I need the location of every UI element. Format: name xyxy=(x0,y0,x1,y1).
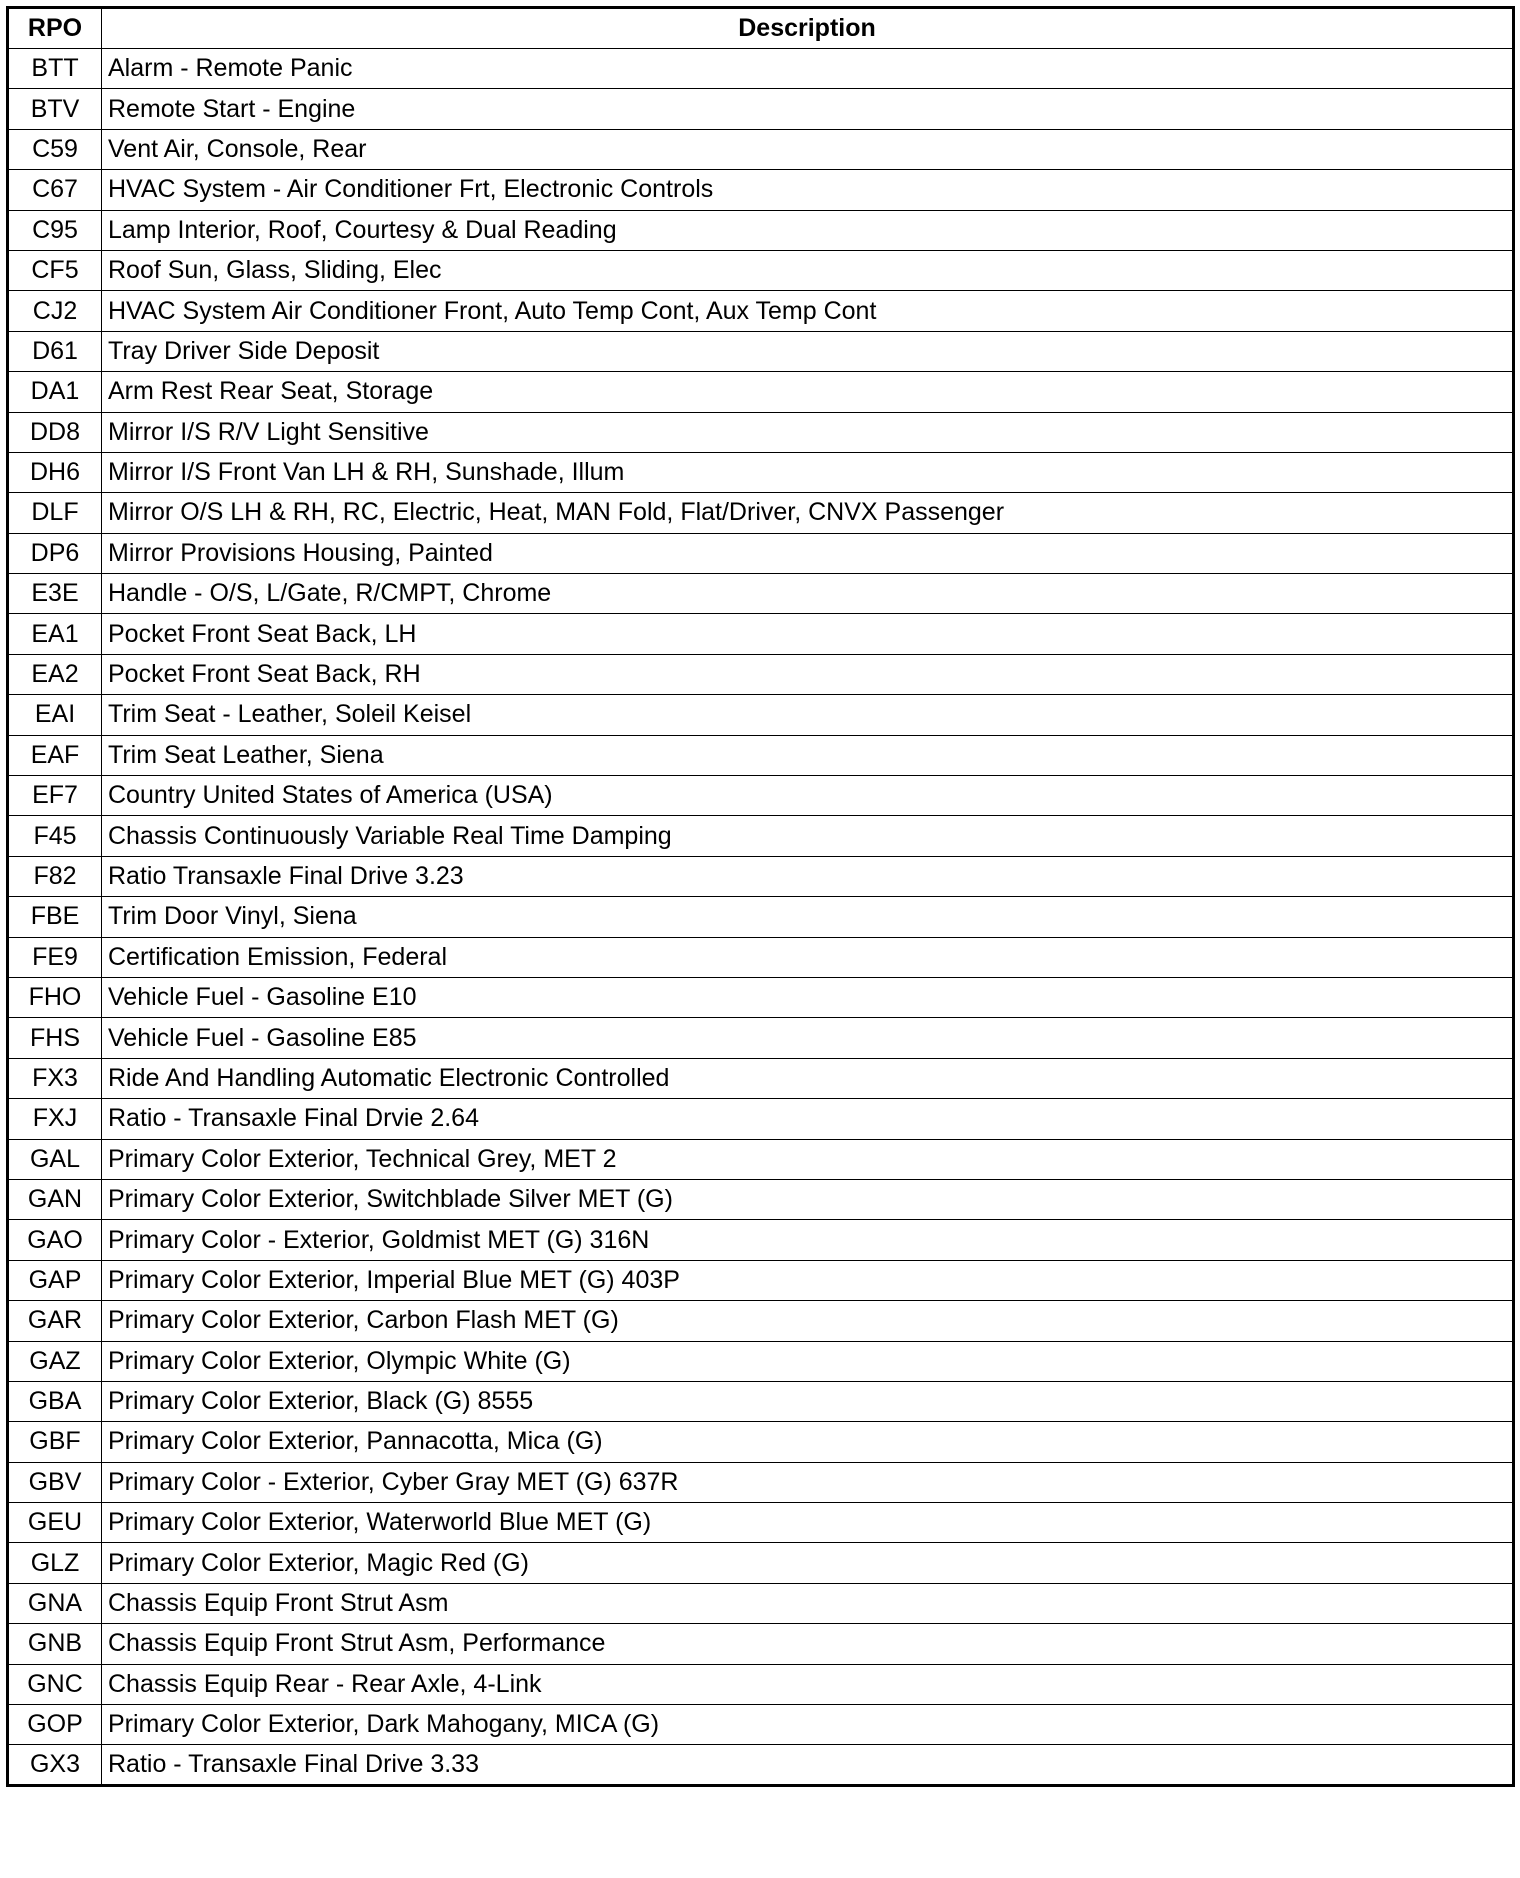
rpo-code-cell: GNA xyxy=(8,1583,102,1623)
table-row xyxy=(8,1664,1514,1704)
table-row xyxy=(8,291,1514,331)
description-cell: Primary Color Exterior, Black (G) 8555 xyxy=(102,1381,1514,1421)
table-row xyxy=(8,937,1514,977)
rpo-code-cell: EAI xyxy=(8,695,102,735)
description-cell: Mirror Provisions Housing, Painted xyxy=(102,533,1514,573)
description-cell: Chassis Equip Front Strut Asm xyxy=(102,1583,1514,1623)
rpo-code-cell: C95 xyxy=(8,210,102,250)
rpo-code-cell: DH6 xyxy=(8,452,102,492)
table-row xyxy=(8,1341,1514,1381)
description-cell: Primary Color Exterior, Switchblade Silver MET (G) xyxy=(102,1179,1514,1219)
table-row xyxy=(8,331,1514,371)
description-cell: Ratio Transaxle Final Drive 3.23 xyxy=(102,856,1514,896)
table-row xyxy=(8,695,1514,735)
table-row xyxy=(8,1058,1514,1098)
table-row xyxy=(8,129,1514,169)
rpo-code-cell: GAP xyxy=(8,1260,102,1300)
rpo-code-cell: F45 xyxy=(8,816,102,856)
table-row xyxy=(8,816,1514,856)
rpo-code-cell: GEU xyxy=(8,1503,102,1543)
table-row xyxy=(8,1099,1514,1139)
rpo-code-cell: GAR xyxy=(8,1301,102,1341)
description-cell: Ride And Handling Automatic Electronic Controlled xyxy=(102,1058,1514,1098)
description-cell: Primary Color Exterior, Magic Red (G) xyxy=(102,1543,1514,1583)
rpo-code-cell: EA2 xyxy=(8,654,102,694)
table-row xyxy=(8,856,1514,896)
rpo-code-cell: DLF xyxy=(8,493,102,533)
table-row xyxy=(8,1220,1514,1260)
rpo-code-cell: GAL xyxy=(8,1139,102,1179)
table-row xyxy=(8,735,1514,775)
rpo-code-cell: EAF xyxy=(8,735,102,775)
table-row xyxy=(8,1260,1514,1300)
description-cell: Pocket Front Seat Back, LH xyxy=(102,614,1514,654)
description-cell: Trim Door Vinyl, Siena xyxy=(102,897,1514,937)
rpo-table xyxy=(6,6,1515,1787)
table-row xyxy=(8,210,1514,250)
table-row xyxy=(8,654,1514,694)
table-row xyxy=(8,170,1514,210)
rpo-code-cell: EF7 xyxy=(8,776,102,816)
table-row xyxy=(8,372,1514,412)
rpo-code-cell: DA1 xyxy=(8,372,102,412)
description-cell: Ratio - Transaxle Final Drvie 2.64 xyxy=(102,1099,1514,1139)
rpo-code-cell: DD8 xyxy=(8,412,102,452)
rpo-code-cell: DP6 xyxy=(8,533,102,573)
rpo-code-cell: GBA xyxy=(8,1381,102,1421)
rpo-code-cell: E3E xyxy=(8,574,102,614)
description-cell: Primary Color Exterior, Pannacotta, Mica (G) xyxy=(102,1422,1514,1462)
rpo-code-cell: GX3 xyxy=(8,1745,102,1785)
rpo-code-cell: GAN xyxy=(8,1179,102,1219)
rpo-code-cell: GNC xyxy=(8,1664,102,1704)
description-cell: Arm Rest Rear Seat, Storage xyxy=(102,372,1514,412)
description-cell: Vent Air, Console, Rear xyxy=(102,129,1514,169)
table-row xyxy=(8,1179,1514,1219)
rpo-code-cell: BTT xyxy=(8,49,102,89)
rpo-code-cell: F82 xyxy=(8,856,102,896)
rpo-code-cell: BTV xyxy=(8,89,102,129)
table-row xyxy=(8,89,1514,129)
rpo-code-cell: GAO xyxy=(8,1220,102,1260)
description-cell: Primary Color Exterior, Waterworld Blue MET (G) xyxy=(102,1503,1514,1543)
description-cell: Trim Seat Leather, Siena xyxy=(102,735,1514,775)
description-cell: Primary Color - Exterior, Cyber Gray MET (G) 637R xyxy=(102,1462,1514,1502)
description-cell: Trim Seat - Leather, Soleil Keisel xyxy=(102,695,1514,735)
description-cell: Certification Emission, Federal xyxy=(102,937,1514,977)
table-row xyxy=(8,533,1514,573)
description-cell: Vehicle Fuel - Gasoline E10 xyxy=(102,977,1514,1017)
table-row xyxy=(8,49,1514,89)
table-row xyxy=(8,1422,1514,1462)
description-cell: Lamp Interior, Roof, Courtesy & Dual Reading xyxy=(102,210,1514,250)
table-row xyxy=(8,614,1514,654)
rpo-code-cell: FBE xyxy=(8,897,102,937)
description-cell: Chassis Equip Front Strut Asm, Performance xyxy=(102,1624,1514,1664)
rpo-code-cell: GNB xyxy=(8,1624,102,1664)
rpo-code-cell: GBF xyxy=(8,1422,102,1462)
rpo-code-cell: GLZ xyxy=(8,1543,102,1583)
description-cell: Chassis Continuously Variable Real Time Damping xyxy=(102,816,1514,856)
table-row xyxy=(8,977,1514,1017)
description-cell: Alarm - Remote Panic xyxy=(102,49,1514,89)
description-cell: HVAC System Air Conditioner Front, Auto Temp Cont, Aux Temp Cont xyxy=(102,291,1514,331)
description-cell: Remote Start - Engine xyxy=(102,89,1514,129)
description-cell: Primary Color Exterior, Olympic White (G) xyxy=(102,1341,1514,1381)
table-row xyxy=(8,452,1514,492)
description-cell: Roof Sun, Glass, Sliding, Elec xyxy=(102,250,1514,290)
header-row xyxy=(8,8,1514,49)
table-row xyxy=(8,1381,1514,1421)
table-row xyxy=(8,574,1514,614)
description-cell: Country United States of America (USA) xyxy=(102,776,1514,816)
table-row xyxy=(8,1624,1514,1664)
table-row xyxy=(8,897,1514,937)
table-row xyxy=(8,1503,1514,1543)
table-row xyxy=(8,1705,1514,1745)
rpo-code-cell: FX3 xyxy=(8,1058,102,1098)
table-row xyxy=(8,1583,1514,1623)
description-cell: Handle - O/S, L/Gate, R/CMPT, Chrome xyxy=(102,574,1514,614)
rpo-code-cell: C59 xyxy=(8,129,102,169)
description-cell: Mirror I/S Front Van LH & RH, Sunshade, Illum xyxy=(102,452,1514,492)
rpo-code-cell: FE9 xyxy=(8,937,102,977)
description-cell: Primary Color Exterior, Imperial Blue MET (G) 403P xyxy=(102,1260,1514,1300)
table-row xyxy=(8,1018,1514,1058)
description-cell: Vehicle Fuel - Gasoline E85 xyxy=(102,1018,1514,1058)
rpo-table-container xyxy=(6,6,1512,1787)
rpo-code-cell: EA1 xyxy=(8,614,102,654)
rpo-code-cell: C67 xyxy=(8,170,102,210)
rpo-code-cell: CJ2 xyxy=(8,291,102,331)
column-header-rpo: RPO xyxy=(8,8,102,49)
rpo-code-cell: GOP xyxy=(8,1705,102,1745)
rpo-code-cell: GAZ xyxy=(8,1341,102,1381)
rpo-code-cell: GBV xyxy=(8,1462,102,1502)
table-row xyxy=(8,1543,1514,1583)
table-row xyxy=(8,412,1514,452)
description-cell: Primary Color Exterior, Technical Grey, MET 2 xyxy=(102,1139,1514,1179)
table-row xyxy=(8,1139,1514,1179)
description-cell: Ratio - Transaxle Final Drive 3.33 xyxy=(102,1745,1514,1785)
table-row xyxy=(8,1301,1514,1341)
description-cell: Mirror I/S R/V Light Sensitive xyxy=(102,412,1514,452)
table-row xyxy=(8,250,1514,290)
rpo-code-cell: D61 xyxy=(8,331,102,371)
description-cell: Pocket Front Seat Back, RH xyxy=(102,654,1514,694)
table-row xyxy=(8,1745,1514,1785)
description-cell: Chassis Equip Rear - Rear Axle, 4-Link xyxy=(102,1664,1514,1704)
description-cell: Primary Color Exterior, Carbon Flash MET (G) xyxy=(102,1301,1514,1341)
rpo-code-cell: FHS xyxy=(8,1018,102,1058)
description-cell: Mirror O/S LH & RH, RC, Electric, Heat, MAN Fold, Flat/Driver, CNVX Passenger xyxy=(102,493,1514,533)
description-cell: Primary Color Exterior, Dark Mahogany, MICA (G) xyxy=(102,1705,1514,1745)
rpo-code-cell: CF5 xyxy=(8,250,102,290)
description-cell: Tray Driver Side Deposit xyxy=(102,331,1514,371)
table-row xyxy=(8,776,1514,816)
rpo-code-cell: FHO xyxy=(8,977,102,1017)
description-cell: HVAC System - Air Conditioner Frt, Electronic Controls xyxy=(102,170,1514,210)
table-row xyxy=(8,493,1514,533)
table-row xyxy=(8,1462,1514,1502)
description-cell: Primary Color - Exterior, Goldmist MET (G) 316N xyxy=(102,1220,1514,1260)
rpo-code-cell: FXJ xyxy=(8,1099,102,1139)
table-body xyxy=(8,49,1514,1786)
column-header-description: Description xyxy=(102,8,1514,49)
